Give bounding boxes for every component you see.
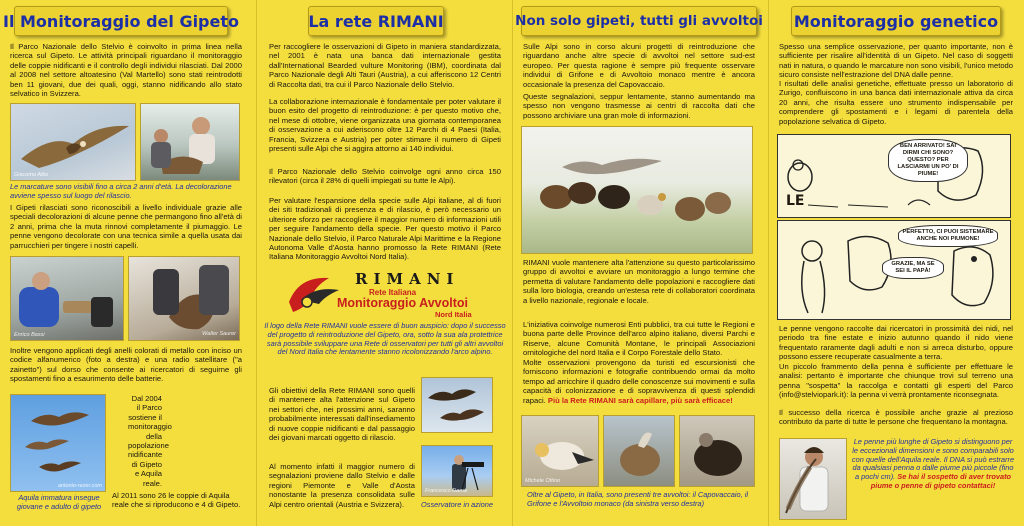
panel4-paragraph-5: Il successo della ricerca è possibile anche grazie al prezioso contributo da parte di tutte le persone che frequentano la montagna. (779, 408, 1013, 427)
satellite-radio-photo (128, 256, 240, 341)
photo-credit: Francesco Dama (425, 488, 467, 494)
researchers-photo (140, 103, 240, 181)
panel2-paragraph-1: Per raccogliere le osservazioni di Gipeto in maniera standardizzata, nel 2001 è nata una banca dati internazionale gestita dall'International Bearded vulture Monitoring (IBM), coordinata dal Parco Nazionale degli Alti Tauri (Austria), a cui afferiscono 12 Centri di Raccolta dati, tra cui il Parco Nazionale dello Stelvio. (269, 42, 501, 89)
panel1-paragraph-3: Inoltre vengono applicati degli anelli colorati di metallo con inciso un codice alfanumerico (foto a destra) e una radio satellitare ("a zainetto") sul dorso che consente ai ricercatori di seguirne gli spostamenti fino a esaurimento delle batterie. (10, 346, 242, 384)
vultures-flying-photo (421, 377, 493, 433)
panel2-paragraph-2: La collaborazione internazionale è fondamentale per poter valutare il buon esito del progetto di reintroduzione: è per questo motivo che, nel mese di ottobre, viene organizzata una giornata contemporanea di osservazione a cui aderiscono oltre 12 Parchi di 4 Paesi (Italia, Francia, Svizzera e Austria) per poter stimare il numero di Gipeti presenti sulle Alpi che si aggira attorno ai 140 individui. (269, 97, 501, 154)
panel2-title: La rete RIMANI (308, 6, 444, 36)
panel4-paragraph-4: Un piccolo frammento della penna è sufficiente per effettuare le analisi: pertanto è importante che chiunque trovi sul terreno una penna "sospetta" la raccolga e contatti gli esperti del Parco (info@stelviopark.it): la penna vi verrà prontamente riconsegnata. (779, 362, 1013, 400)
panel-rete-rimani (257, 0, 512, 526)
gipeto-marked-photo (10, 103, 136, 181)
panel2-paragraph-3: Il Parco Nazionale dello Stelvio coinvolge ogni anno circa 150 rilevatori (circa il 28% di quelli impiegati su tutte le Alpi). (269, 167, 501, 186)
cartoon-bubble-2: PERFETTO, CI PUOI SISTEMARE ANCHE NOI PIUMONE! (898, 225, 998, 247)
panel3-paragraph-3: RIMANI vuole mantenere alta l'attenzione su questo particolarissimo gruppo di avvoltoi e avviare un monitoraggio a lungo termine che permetta di valutare l'andamento delle popolazioni e raccogliere dati sulla loro biologia, creando un'estesa rete di collaboratori coordinata a livello nazionale, regionale e locale. (523, 258, 755, 305)
panel-monitoraggio-genetico (769, 0, 1024, 526)
photo-credit: Walter Saurer (202, 331, 236, 337)
panel3-paragraph-5-text: Molte osservazioni provengono da turisti ed escursionisti che forniscono informazioni e fotografie contribuendo ormai da molto tempo ad arricchire il quadro delle conoscenze sui movimenti e sulla capacità di colonizzazione e di sopravvivenza di questi splendidi rapaci. (523, 358, 755, 405)
panel3-paragraph-1: Sulle Alpi sono in corso alcuni progetti di reintroduzione che riguardano anche altre specie di avvoltoi nel settore sud-est europeo. Per questa ragione è sempre più frequente osservare individui di Grifone e di Avvoltoio monaco mentre è ancora occasionale la presenza del Capovaccaio. (523, 42, 755, 89)
photo-credit: Giacomo Albo (14, 172, 49, 178)
panel3-paragraph-4: L'iniziativa coinvolge numerosi Enti pubblici, tra cui tutte le Regioni e buona parte delle Province dell'arco alpino italiano, diversi Parchi e Riserve, alcune Comunità Montane, le principali Associazioni ornitologiche del nord Italia e il Corpo Forestale dello Stato. (523, 320, 755, 358)
panel3-paragraph-5 (523, 358, 755, 405)
panel2-paragraph-5: Gli obiettivi della Rete RIMANI sono quelli di mantenere alta l'attenzione sul Gipeto nei settori che, nei prossimi anni, saranno probabilmente interessati dall'insediamento di nuove coppie nidificanti e dal passaggio dei giovani marcati oggetto di rilascio. (269, 386, 415, 443)
monk-vulture-icon (680, 416, 755, 487)
ring-marking-photo (10, 256, 124, 341)
panel-monitoraggio-gipeto (0, 0, 256, 526)
avvoltoio-monaco-photo (679, 415, 755, 487)
panel1-paragraph-2: I Gipeti rilasciati sono riconoscibili a livello individuale grazie alle speciali decolorazioni di alcune penne che permangono fino all'età di 2 anni, prima che la muta rinnovi completamente il piumaggio. Le penne vengono decolorate con una tecnica simile a quella usata dai parrucchieri per tingere i nostri capelli. (10, 203, 242, 250)
cartoon-sign: LE (786, 193, 805, 209)
panel4-caption-highlight: Se hai il sospetto di aver trovato piume o penne di gipeto contattaci! (870, 472, 1012, 490)
panel1-paragraph-5: Al 2011 sono 26 le coppie di Aquila reale che si riproducono e 4 di Gipeto. (112, 491, 241, 510)
hands-ring-icon (11, 257, 124, 341)
egyptian-vulture-icon (522, 416, 599, 487)
capovaccaio-photo (521, 415, 599, 487)
logo-line-1: Rete Italiana (369, 288, 417, 297)
rimani-logo (285, 270, 495, 320)
panel1-caption-1: Le marcature sono visibili fino a circa 2 anni d'età. La decolorazione avviene spesso sul luogo del rilascio. (10, 182, 232, 200)
panel4-title: Monitoraggio genetico (791, 6, 1001, 36)
panel1-paragraph-4: Dal 2004 il Parco sostiene il monitoraggio della popolazione nidificante di Gipeto e Aquila reale. (128, 394, 172, 488)
panel1-paragraph-1: Il Parco Nazionale dello Stelvio è coinvolto in prima linea nella ricerca sul Gipeto. Le attività principali riguardano il monitoraggio delle coppie nidificanti e il controllo degli individui rilasciati. Dal 2000 al 2008 nel settore altoatesino (Val Martello) sono stati reintrodotti ben 11 giovani, due dei quali, oggi, stanno nidificando allo stato selvatico in Svizzera. (10, 42, 242, 99)
grifone-photo (603, 415, 675, 487)
logo-line-2: Monitoraggio Avvoltoi (337, 296, 469, 310)
panel1-caption-2: Aquila immatura insegue giovane e adulto di gipeto (16, 493, 102, 511)
panel-altri-avvoltoi (513, 0, 768, 526)
vultures-group-icon (522, 127, 753, 254)
flying-birds-icon (11, 395, 106, 492)
photo-credit: Michele Ottino (525, 478, 561, 484)
panel4-paragraph-3: Le penne vengono raccolte dai ricercatori in prossimità dei nidi, nel periodo tra fine estate e inizio autunno quando il nido viene frequentato raramente dagli adulti e non si arreca disturbo, oppure possono essere recuperate casualmente a terra. (779, 324, 1013, 362)
vultures-painting (521, 126, 753, 254)
cartoon-bubble-1: BEN ARRIVATO! SAI DIRMI CHI SONO? QUESTO? PER LASCIARMI UN PO' DI PIUME! (888, 139, 968, 182)
flying-vulture-icon (11, 104, 136, 181)
cartoon-frame-1 (777, 134, 1011, 218)
logo-rimani-word: RIMANI (355, 270, 460, 288)
cartoon-frame-2 (777, 220, 1011, 320)
panel3-highlight: Più la Rete RIMANI sarà capillare, più sarà efficace! (547, 395, 733, 405)
photo-credit: Enrico Bassi (14, 332, 45, 338)
researcher-feather-icon (780, 439, 847, 520)
bird-in-hands-icon (129, 257, 240, 341)
photo-credit: antonio-rezer.com (57, 483, 102, 489)
observer-photo (421, 445, 493, 497)
vulture-logo-icon (285, 272, 345, 318)
griffon-vulture-icon (604, 416, 675, 487)
panel3-paragraph-2: Queste segnalazioni, seppur lentamente, stanno aumentando ma spesso non vengono trasmesse ai centri di raccolta dati che possono archiviare una gran mole di informazioni. (523, 92, 755, 120)
researchers-icon (141, 104, 240, 181)
eagle-gipeto-photo (10, 394, 106, 492)
feather-researcher-photo (779, 438, 847, 520)
logo-line-3: Nord Italia (435, 310, 472, 319)
flying-vultures-icon (422, 378, 493, 433)
panel4-paragraph-2: I risultati delle analisi genetiche, effettuate presso un laboratorio di Zurigo, confluiscono in una banca dati internazionale attiva da circa 20 anni, che risulta essere uno strumento indispensabile per comprendere gli spostamenti e i legami di parentela della popolazione selvatica di Gipeto. (779, 79, 1013, 126)
panel2-caption-1: Il logo della Rete RIMANI vuole essere di buon auspicio: dopo il successo del progetto di reintroduzione del Gipeto, ora, sotto la sua ala protettrice sarà possibile sviluppare una Rete di osservatori per tutti gli altri avvoltoi del Nord Italia che lentamente stanno ricolonizzando l'arco alpino. (264, 321, 506, 357)
panel2-caption-2: Osservatore in azione (421, 500, 493, 509)
cartoon-bubble-3: GRAZIE, MA SE SEI IL PAPÀ! (882, 257, 944, 279)
panel4-caption-text: Le penne più lunghe di Gipeto si distinguono per le eccezionali dimensioni e sono comparabili solo con quelle dell'Aquila reale. Il DNA si può estrarre da qualsiasi penna o dalle piume più piccole (fino a pochi cm). (851, 437, 1015, 482)
panel4-paragraph-1: Spesso una semplice osservazione, per quanto importante, non è sufficiente per risalire all'identità di un Gipeto. Nel caso di soggetti nati in natura, o quando le marcature non sono visibili, l'unico metodo sicuro consiste nell'estrazione del DNA dalle penne. (779, 42, 1013, 80)
panel3-caption-1: Oltre al Gipeto, in Italia, sono presenti tre avvoltoi: il Capovaccaio, il Grifone e l'Avvoltoio monaco (da sinistra verso destra) (527, 490, 749, 508)
panel1-title: Il Monitoraggio del Gipeto (14, 6, 228, 36)
panel2-paragraph-6: Al momento infatti il maggior numero di segnalazioni proviene dallo Stelvio e dalle regioni Piemonte e Valle d'Aosta nonostante la presenza consolidata sulle Alpi centro orientali (Austria e Svizzera). (269, 462, 415, 509)
panel3-title: Non solo gipeti, tutti gli avvoltoi (521, 6, 757, 36)
panel2-paragraph-4: Per valutare l'espansione della specie sulle Alpi italiane, al di fuori dei siti tradizionali di presenza e di rilascio, è però necessario un ulteriore sforzo per raccogliere il maggior numero di informazioni utili per seguire l'andamento della specie. Per questo motivo il Parco Nazionale dello Stelvio, il Parco Naturale Alpi Marittime e la Regione Autonoma Valle d'Aosta hanno promosso la Rete RIMANI (Rete Italiana Monitoraggio Avvoltoi Nord Italia). (269, 196, 501, 262)
panel4-caption-1 (851, 438, 1015, 491)
